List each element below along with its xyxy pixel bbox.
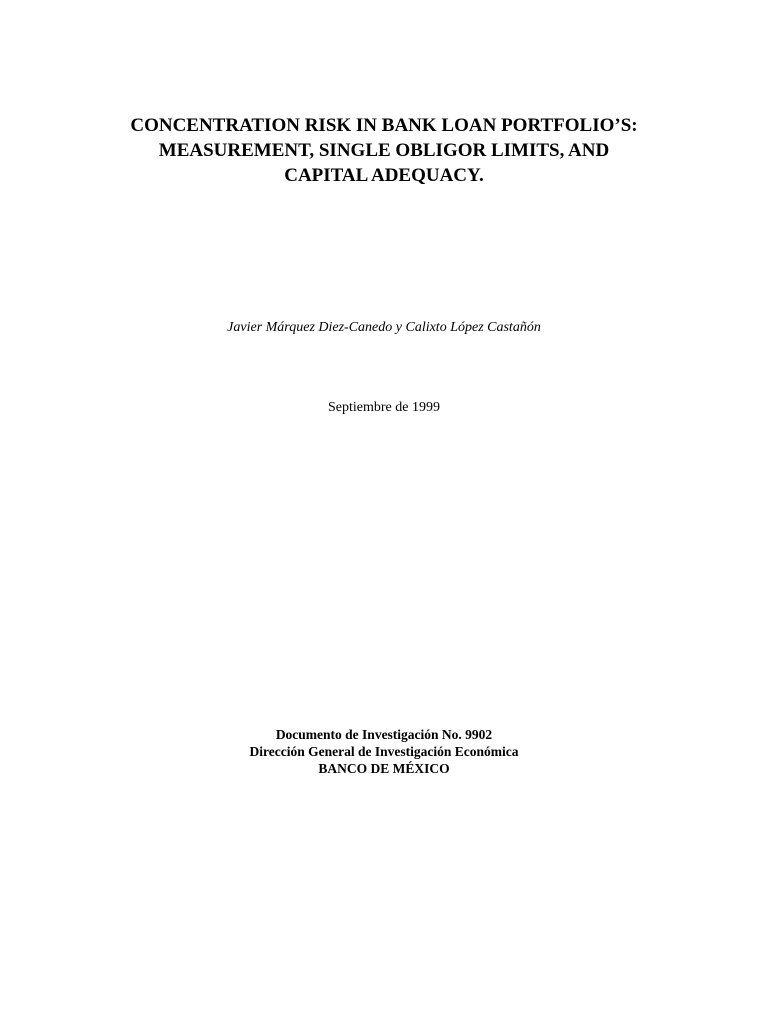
document-footer — [0, 726, 768, 777]
title-line-3: CAPITAL ADEQUACY. — [284, 165, 484, 186]
authors: Javier Márquez Diez-Canedo y Calixto López Castañón — [227, 320, 541, 335]
document-number: Documento de Investigación No. 9902 — [275, 727, 493, 742]
paper-title — [0, 113, 768, 188]
institution-name: BANCO DE MÉXICO — [318, 761, 450, 776]
publication-date: Septiembre de 1999 — [328, 400, 440, 415]
department-name: Dirección General de Investigación Económica — [249, 744, 519, 759]
title-line-2: MEASUREMENT, SINGLE OBLIGOR LIMITS, AND — [158, 140, 610, 161]
title-line-1: CONCENTRATION RISK IN BANK LOAN PORTFOLIO’S: — [130, 115, 638, 136]
